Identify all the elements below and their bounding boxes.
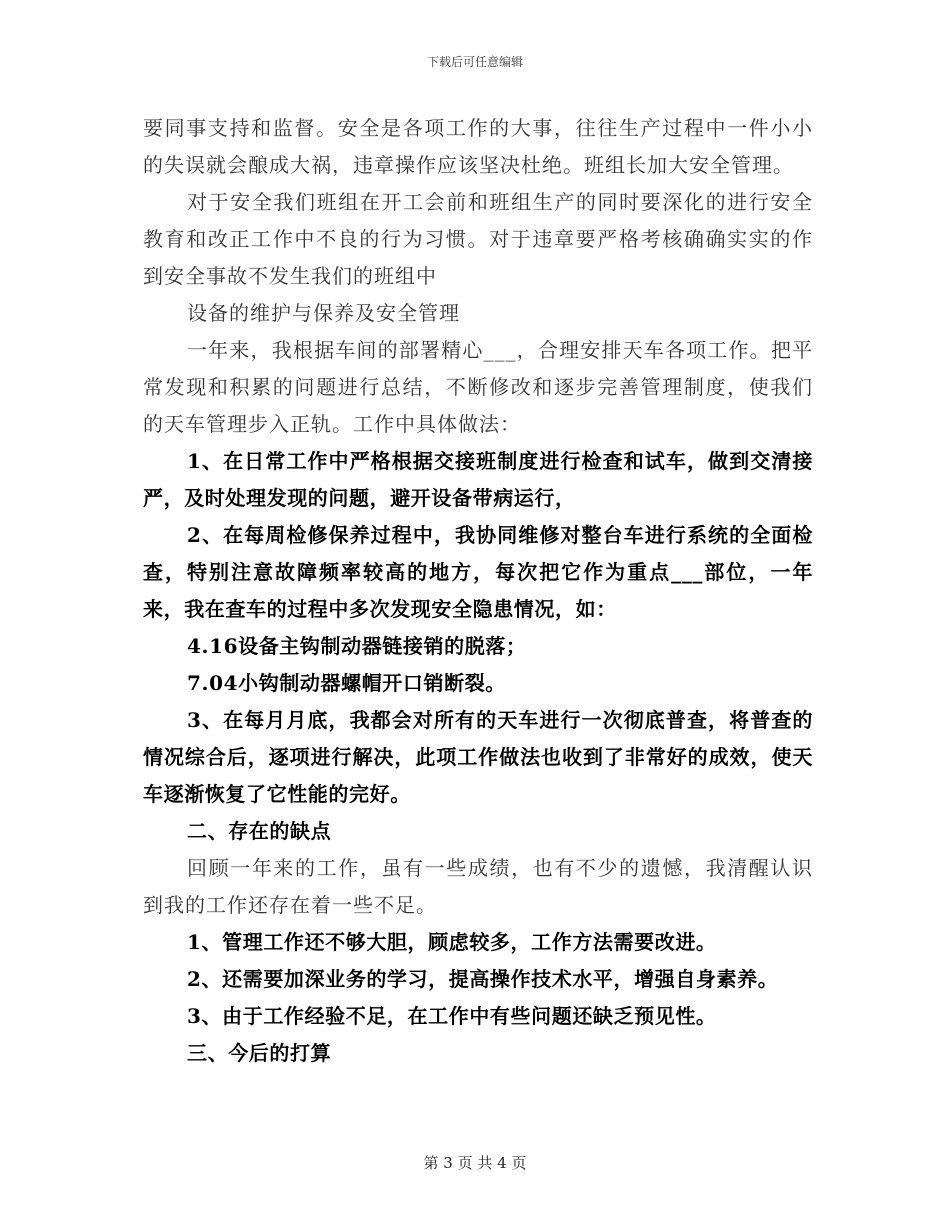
- list-item-weekly-maintenance: 2、在每周检修保养过程中，我协同维修对整台车进行系统的全面检查，特别注意故障频率较高的地方，每次把它作为重点___部位，一年来，我在查车的过程中多次发现安全隐患情况，如：: [143, 523, 813, 621]
- paragraph-safety-supervision: 要同事支持和监督。安全是各项工作的大事，往往生产过程中一件小小的失误就会酿成大祸，违章操作应该坚决杜绝。班组长加大安全管理。: [143, 116, 813, 177]
- list-item-monthly-inspection: 3、在每月月底，我都会对所有的天车进行一次彻底普查，将普查的情况综合后，逐项进行解决，此项工作做法也收到了非常好的成效，使天车逐渐恢复了它性能的完好。: [143, 708, 813, 806]
- section-heading-shortcomings: 二、存在的缺点: [187, 819, 332, 843]
- paragraph-year-review: 一年来，我根据车间的部署精心___，合理安排天车各项工作。把平常发现和积累的问题进行总结，不断修改和逐步完善管理制度，使我们的天车管理步入正轨。工作中具体做法：: [143, 338, 813, 436]
- section-heading-maintenance: 设备的维护与保养及安全管理: [187, 301, 460, 325]
- document-body: [143, 110, 813, 1072]
- paragraph-team-safety: 对于安全我们班组在开工会前和班组生产的同时要深化的进行安全教育和改正工作中不良的行为习惯。对于违章要严格考核确确实实的作到安全事故不发生我们的班组中: [143, 190, 813, 288]
- shortcoming-item-1: 1、管理工作还不够大胆，顾虑较多，工作方法需要改进。: [187, 930, 717, 954]
- page-footer: 第 3 页 共 4 页: [423, 1154, 527, 1172]
- shortcoming-item-2: 2、还需要加深业务的学习，提高操作技术水平，增强自身素养。: [187, 967, 779, 991]
- incident-item-1: 4.16设备主钩制动器链接销的脱落；: [187, 634, 527, 658]
- list-item-daily-check: 1、在日常工作中严格根据交接班制度进行检查和试车，做到交清接严，及时处理发现的问题，避开设备带病运行，: [143, 449, 813, 510]
- paragraph-reflection: 回顾一年来的工作，虽有一些成绩，也有不少的遗憾，我清醒认识到我的工作还存在着一些不足。: [143, 856, 813, 917]
- section-heading-future-plans: 三、今后的打算: [187, 1041, 332, 1065]
- page-header: 下载后可任意编辑: [426, 55, 523, 69]
- incident-item-2: 7.04小钩制动器螺帽开口销断裂。: [187, 671, 506, 695]
- shortcoming-item-3: 3、由于工作经验不足，在工作中有些问题还缺乏预见性。: [187, 1004, 717, 1028]
